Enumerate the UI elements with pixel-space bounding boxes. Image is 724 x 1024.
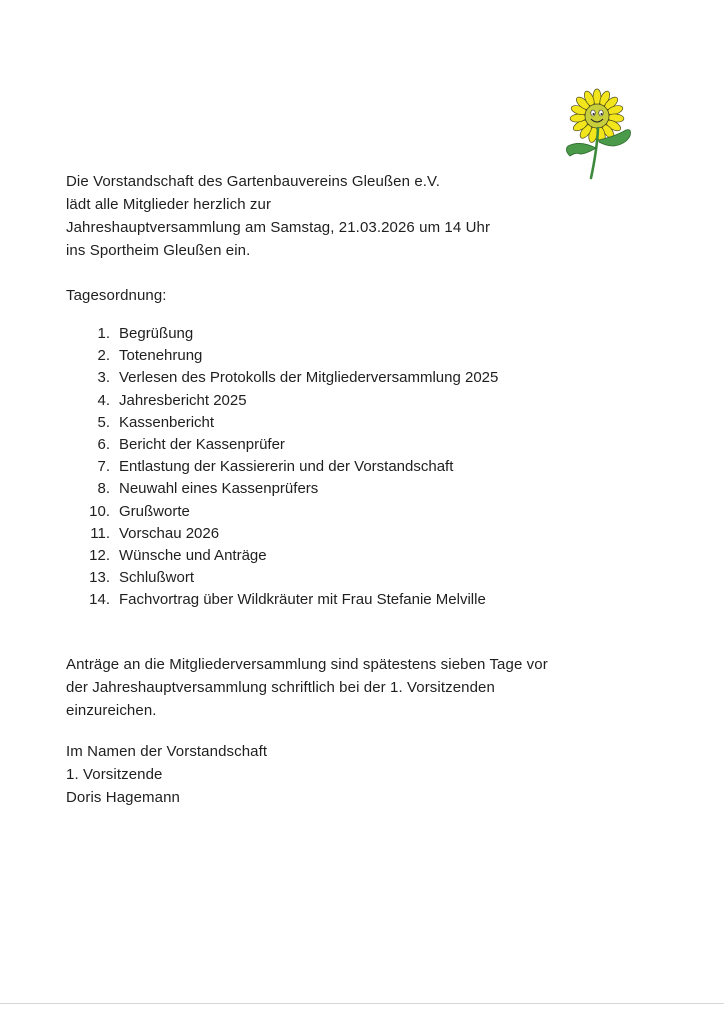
agenda-item-number: 12. bbox=[89, 547, 110, 565]
sunflower-icon bbox=[550, 88, 644, 182]
agenda-item bbox=[66, 323, 498, 345]
agenda-item-text: Jahresbericht 2025 bbox=[119, 391, 247, 409]
sunflower-face bbox=[585, 104, 609, 128]
agenda-item-text: Vorschau 2026 bbox=[119, 524, 220, 542]
agenda-item-text: Wünsche und Anträge bbox=[119, 547, 267, 565]
agenda-item-number: 14. bbox=[89, 591, 110, 609]
agenda-item-text: Begrüßung bbox=[119, 325, 194, 342]
agenda-item bbox=[66, 367, 498, 389]
submission-note-line: Anträge an die Mitgliederversammlung sind spätestens sieben Tage vor bbox=[66, 656, 548, 673]
agenda-item bbox=[66, 390, 498, 412]
agenda-item bbox=[66, 478, 498, 500]
agenda-item-number: 1. bbox=[97, 325, 110, 342]
signature-line: Im Namen der Vorstandschaft bbox=[66, 743, 268, 760]
agenda-item-number: 6. bbox=[97, 436, 110, 454]
agenda-item bbox=[66, 456, 498, 478]
agenda-item-number: 11. bbox=[90, 524, 110, 542]
invitation-line: lädt alle Mitglieder herzlich zur bbox=[66, 196, 272, 213]
agenda-item bbox=[66, 345, 498, 367]
agenda-item bbox=[66, 589, 498, 611]
submission-note-line: der Jahreshauptversammlung schriftlich bei der 1. Vorsitzenden bbox=[66, 679, 495, 696]
invitation-line: Jahreshauptversammlung am Samstag, 21.03.2026 um 14 Uhr bbox=[66, 219, 491, 236]
invitation-line: ins Sportheim Gleußen ein. bbox=[66, 242, 251, 259]
agenda-item bbox=[66, 501, 498, 523]
agenda-item-text: Kassenbericht bbox=[119, 413, 215, 431]
agenda-list bbox=[66, 323, 498, 612]
agenda-item-number: 7. bbox=[97, 458, 110, 476]
signature-name: Doris Hagemann bbox=[66, 789, 180, 806]
agenda-item-number: 4. bbox=[97, 391, 110, 409]
agenda-item-text: Fachvortrag über Wildkräuter mit Frau Stefanie Melville bbox=[119, 591, 486, 609]
agenda-item bbox=[66, 434, 498, 456]
signature-role: 1. Vorsitzende bbox=[66, 766, 163, 783]
agenda-item-number: 13. bbox=[89, 569, 110, 587]
agenda-item-number: 8. bbox=[97, 480, 110, 498]
agenda-item bbox=[66, 412, 498, 434]
agenda-item-text: Schlußwort bbox=[119, 569, 195, 587]
agenda-item-text: Verlesen des Protokolls der Mitgliederversammlung 2025 bbox=[119, 369, 499, 387]
agenda-item-text: Grußworte bbox=[119, 502, 190, 520]
agenda-item-number: 5. bbox=[97, 413, 110, 431]
agenda-item bbox=[66, 523, 498, 545]
submission-note bbox=[66, 653, 548, 722]
agenda-item-text: Neuwahl eines Kassenprüfers bbox=[119, 480, 319, 498]
agenda-item-text: Bericht der Kassenprüfer bbox=[119, 436, 285, 454]
submission-note-line: einzureichen. bbox=[66, 702, 157, 719]
page-bottom-rule bbox=[0, 1003, 724, 1004]
agenda-item-text: Entlastung der Kassiererin und der Vorstandschaft bbox=[119, 458, 454, 476]
agenda-item-text: Totenehrung bbox=[119, 347, 203, 365]
sunflower-leaf-left bbox=[566, 143, 596, 156]
invitation-line: Die Vorstandschaft des Gartenbauvereins Gleußen e.V. bbox=[66, 173, 441, 190]
agenda-item-number: 10. bbox=[89, 502, 110, 520]
agenda-heading: Tagesordnung: bbox=[66, 287, 167, 304]
agenda-item bbox=[66, 545, 498, 567]
signature-block bbox=[66, 740, 267, 809]
agenda-item-number: 2. bbox=[97, 347, 110, 365]
invitation-text bbox=[66, 170, 490, 262]
agenda-item-number: 3. bbox=[97, 369, 110, 387]
agenda-item bbox=[66, 567, 498, 589]
